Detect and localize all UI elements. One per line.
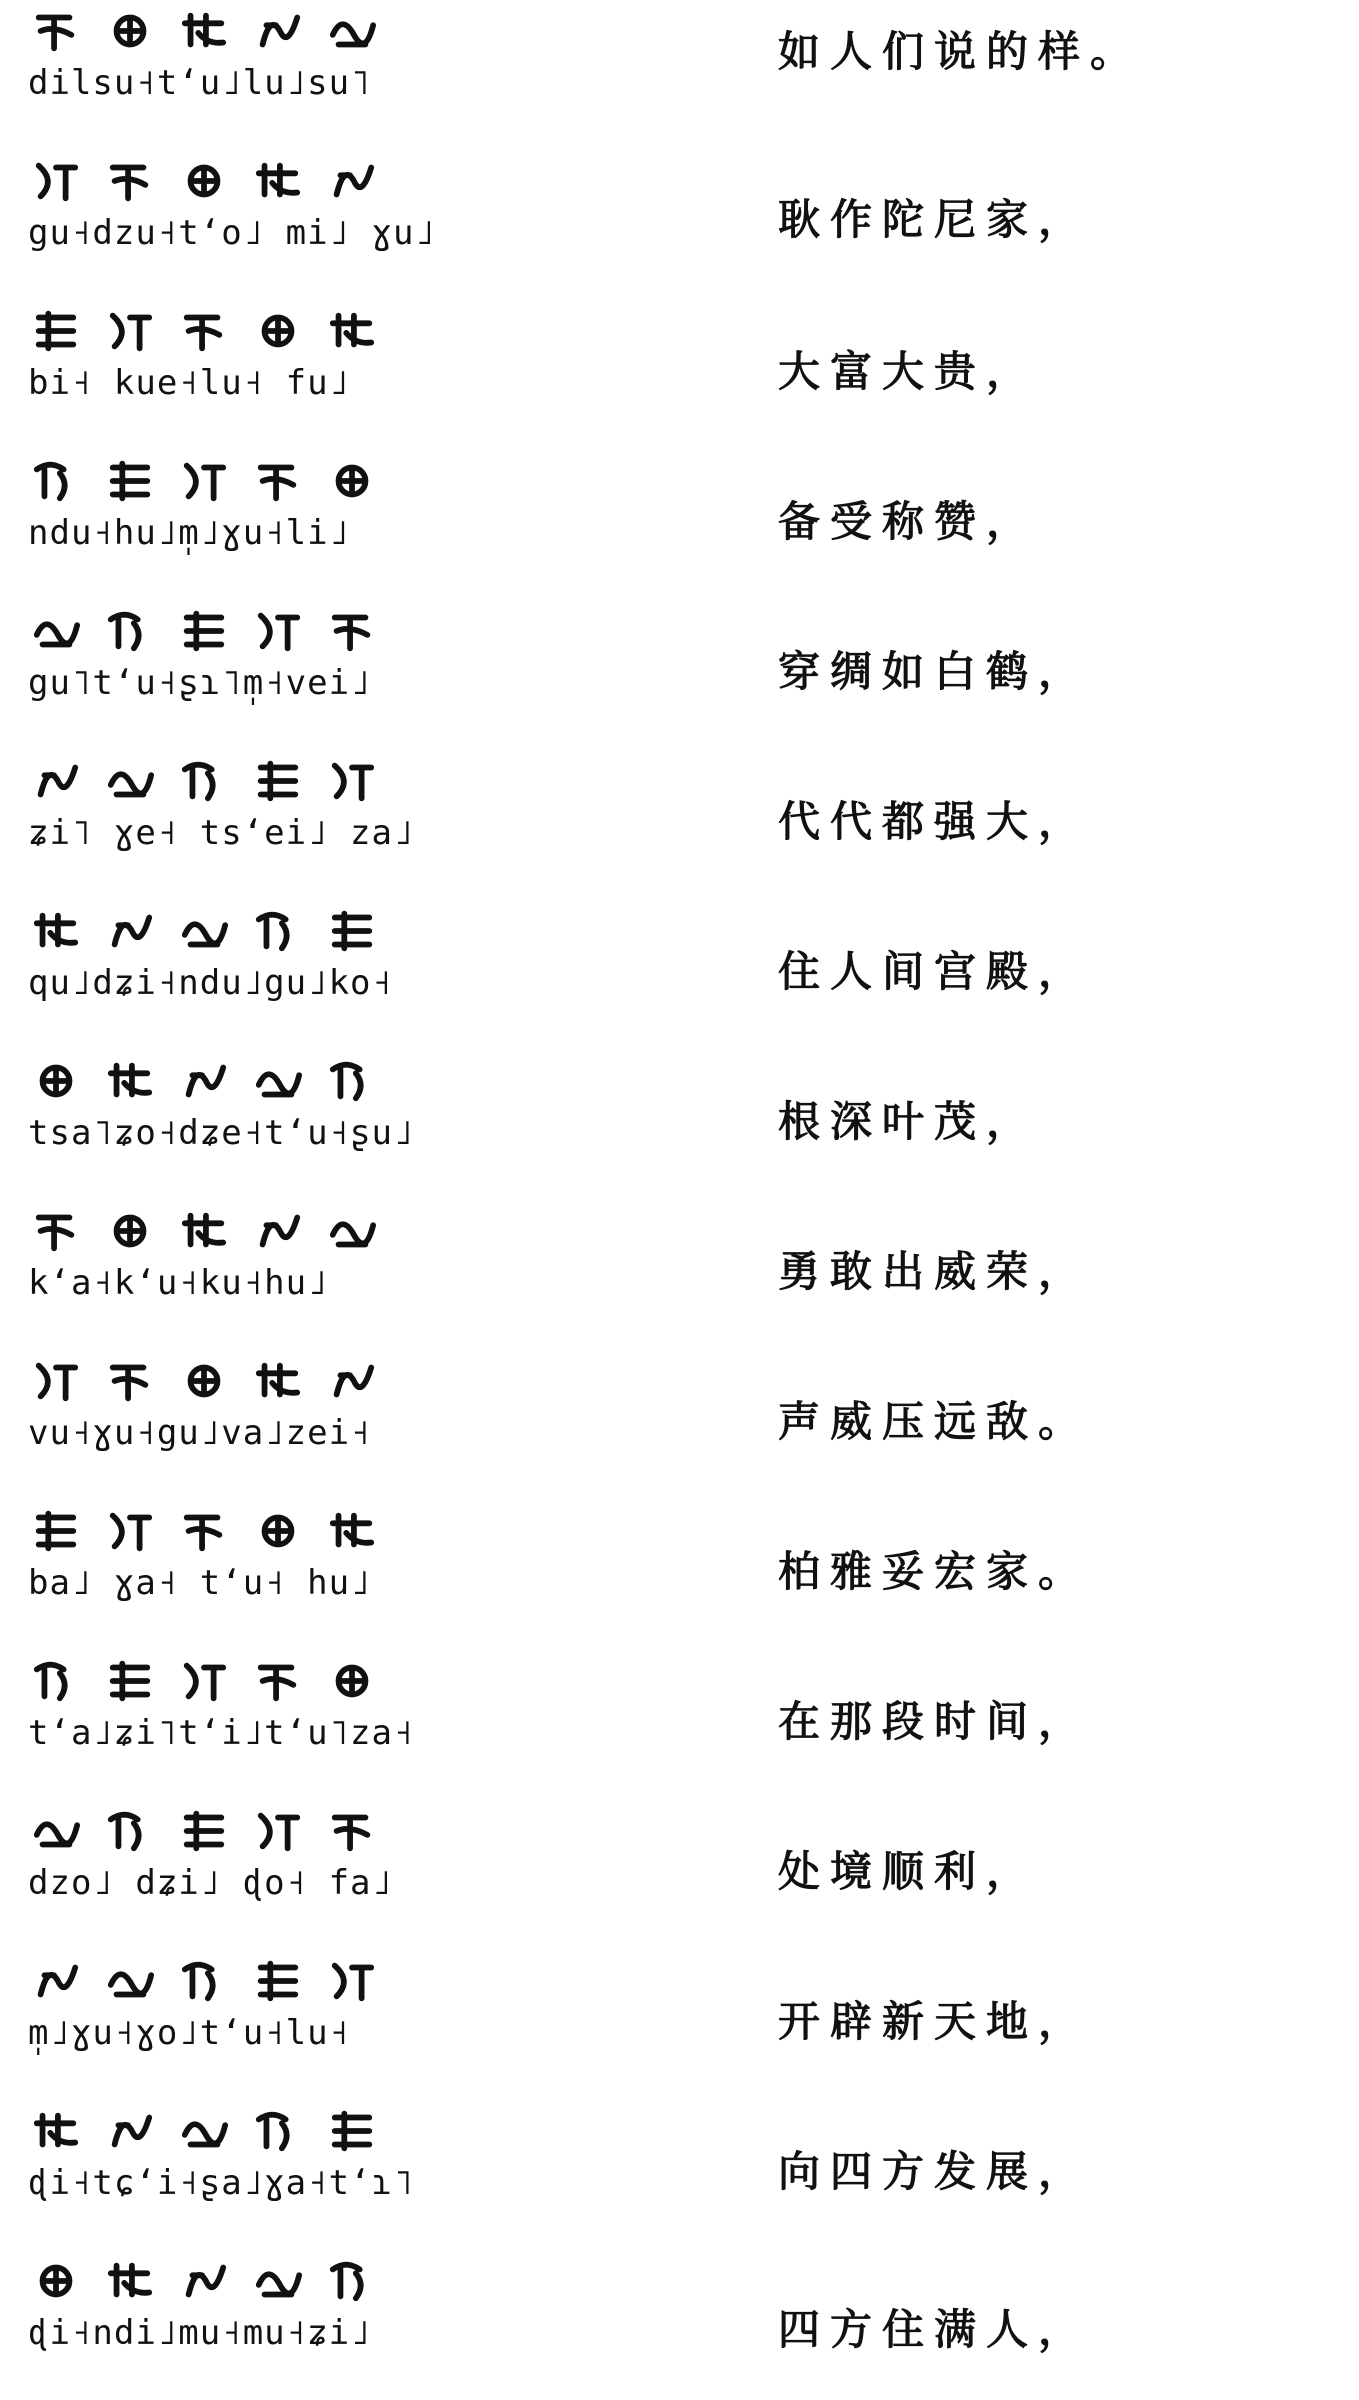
yi-glyph [28,1056,84,1106]
yi-glyph [102,6,158,56]
yi-script-block [28,750,448,890]
yi-glyph-line [28,1500,448,1562]
chinese-translation: 在那段时间， [778,1697,1091,1746]
phonetic-transcription: dilsu˧tʻu˩lu˩su˥ [28,63,372,103]
yi-glyph [176,2256,232,2306]
chinese-translation: 住人间宫殿， [778,947,1091,996]
yi-glyph [250,1656,306,1706]
yi-glyph [324,306,380,356]
yi-glyph [250,1206,306,1256]
phonetic-transcription: ɖi˧ndi˩mu˧mu˧ʑi˩ [28,2313,372,2353]
yi-glyph [102,306,158,356]
yi-glyph [28,1206,84,1256]
verse-row [0,0,1359,150]
yi-script-block [28,1650,448,1790]
yi-glyph [176,606,232,656]
yi-glyph [176,1056,232,1106]
yi-glyph-line [28,1200,448,1262]
yi-script-block [28,150,448,290]
yi-glyph-line [28,150,448,212]
yi-glyph [28,1806,84,1856]
yi-glyph [176,2106,232,2156]
verse-row [0,2100,1359,2250]
chinese-translation: 柏雅妥宏家。 [778,1547,1091,1596]
yi-glyph [250,906,306,956]
phonetic-transcription: qu˩dʑi˧ndu˩gu˩ko˧ [28,963,393,1003]
yi-glyph [324,2256,380,2306]
phonetic-transcription: m̩˩ɣu˧ɣo˩tʻu˧lu˧ [28,2013,351,2053]
yi-glyph [250,756,306,806]
yi-script-block [28,1050,448,1190]
verse-row [0,300,1359,450]
yi-glyph-line [28,1350,448,1412]
phonetic-transcription: dzo˩ dʑi˩ ɖo˧ fa˩ [28,1863,393,1903]
yi-script-block [28,2100,448,2240]
chinese-translation: 四方住满人， [778,2305,1091,2354]
yi-glyph [324,1656,380,1706]
yi-glyph [324,2106,380,2156]
yi-glyph [28,1656,84,1706]
yi-glyph-line [28,900,448,962]
yi-glyph [102,456,158,506]
phonetic-transcription: gu˧dzu˧tʻo˩ mi˩ ɣu˩ [28,213,436,253]
yi-glyph [102,2256,158,2306]
verse-row [0,1950,1359,2100]
yi-glyph [176,1956,232,2006]
verse-row [0,2250,1359,2400]
yi-glyph [324,756,380,806]
yi-script-block [28,1950,448,2090]
yi-script-block [28,1500,448,1640]
yi-glyph [28,1506,84,1556]
yi-glyph [176,1506,232,1556]
yi-glyph [28,1956,84,2006]
yi-glyph [176,306,232,356]
yi-glyph [28,906,84,956]
chinese-translation: 大富大贵， [778,347,1039,396]
yi-script-block [28,2250,448,2390]
yi-glyph [250,1956,306,2006]
yi-glyph [250,6,306,56]
yi-glyph [176,456,232,506]
yi-glyph [250,2106,306,2156]
phonetic-transcription: bi˧ kue˧lu˧ fu˩ [28,363,351,403]
yi-script-block [28,600,448,740]
yi-glyph [28,306,84,356]
yi-glyph [102,2106,158,2156]
yi-glyph [28,6,84,56]
verse-row [0,1350,1359,1500]
chinese-translation: 声威压远敌。 [778,1397,1091,1446]
phonetic-transcription: tʻa˩ʑi˥tʻi˩tʻu˥za˧ [28,1713,415,1753]
yi-glyph [324,606,380,656]
yi-glyph [176,756,232,806]
chinese-translation: 开辟新天地， [778,1997,1091,2046]
yi-glyph [250,2256,306,2306]
yi-glyph [324,1356,380,1406]
verse-row [0,1650,1359,1800]
yi-glyph [102,1056,158,1106]
yi-glyph [324,1206,380,1256]
yi-glyph [324,1056,380,1106]
yi-glyph [102,1356,158,1406]
yi-script-block [28,1200,448,1340]
phonetic-transcription: ʑi˥ ɣe˧ tsʻei˩ za˩ [28,813,415,853]
yi-glyph [250,1506,306,1556]
verse-row [0,1500,1359,1650]
phonetic-transcription: gu˥tʻu˧ʂɿ˥m̩˧vei˩ [28,663,372,703]
yi-glyph [176,1356,232,1406]
yi-glyph [176,1206,232,1256]
yi-glyph-line [28,300,448,362]
yi-glyph [250,1056,306,1106]
yi-glyph [102,1206,158,1256]
phonetic-transcription: ɖi˧tɕʻi˧ʂa˩ɣa˧tʻɿ˥ [28,2163,415,2203]
yi-glyph [176,906,232,956]
yi-glyph [28,456,84,506]
yi-glyph [324,1956,380,2006]
verse-row [0,150,1359,300]
yi-glyph [28,756,84,806]
yi-glyph [250,156,306,206]
yi-glyph [102,906,158,956]
phonetic-transcription: ndu˧hu˩m̩˩ɣu˧li˩ [28,513,351,553]
yi-glyph [28,2256,84,2306]
chinese-translation: 代代都强大， [778,797,1091,846]
chinese-translation: 备受称赞， [778,497,1039,546]
yi-glyph [176,156,232,206]
yi-glyph-line [28,1050,448,1112]
yi-glyph [324,1806,380,1856]
yi-glyph [250,456,306,506]
chinese-translation: 如人们说的样。 [778,27,1143,76]
yi-glyph [102,756,158,806]
yi-script-block [28,900,448,1040]
yi-glyph [324,156,380,206]
yi-script-block [28,1800,448,1940]
yi-glyph [102,1506,158,1556]
yi-glyph [250,1806,306,1856]
yi-glyph [28,606,84,656]
chinese-translation: 处境顺利， [778,1847,1039,1896]
chinese-translation: 耿作陀尼家， [778,195,1091,244]
yi-glyph [102,1956,158,2006]
yi-glyph [102,1656,158,1706]
chinese-translation: 勇敢出威荣， [778,1247,1091,1296]
yi-script-block [28,1350,448,1490]
yi-script-block [28,0,448,140]
yi-glyph-line [28,1950,448,2012]
yi-glyph [250,1356,306,1406]
yi-glyph-line [28,450,448,512]
yi-glyph-line [28,1650,448,1712]
yi-glyph [176,6,232,56]
yi-glyph [324,1506,380,1556]
yi-glyph [102,606,158,656]
yi-glyph-line [28,750,448,812]
yi-glyph [324,906,380,956]
yi-glyph [28,2106,84,2156]
yi-glyph [324,6,380,56]
yi-glyph [28,156,84,206]
yi-glyph-line [28,600,448,662]
yi-glyph [102,1806,158,1856]
yi-glyph [250,606,306,656]
phonetic-transcription: tsa˥ʑo˧dʑe˧tʻu˧ʂu˩ [28,1113,415,1153]
yi-glyph-line [28,2100,448,2162]
verse-row [0,900,1359,1050]
yi-glyph-line [28,1800,448,1862]
yi-glyph [176,1656,232,1706]
chinese-translation: 向四方发展， [778,2147,1091,2196]
yi-script-block [28,300,448,440]
yi-glyph [176,1806,232,1856]
verse-row [0,750,1359,900]
chinese-translation: 穿绸如白鹤， [778,647,1091,696]
verse-row [0,1200,1359,1350]
verse-row [0,600,1359,750]
verse-row [0,1050,1359,1200]
yi-glyph [102,156,158,206]
phonetic-transcription: vu˧ɣu˧gu˩va˩zei˧ [28,1413,372,1453]
yi-glyph [250,306,306,356]
yi-glyph [28,1356,84,1406]
phonetic-transcription: kʻa˧kʻu˧ku˧hu˩ [28,1263,329,1303]
yi-glyph-line [28,2250,448,2312]
verse-row [0,1800,1359,1950]
verse-row [0,450,1359,600]
yi-glyph-line [28,0,448,62]
yi-glyph [324,456,380,506]
yi-script-block [28,450,448,590]
phonetic-transcription: ba˩ ɣa˧ tʻu˧ hu˩ [28,1563,372,1603]
chinese-translation: 根深叶茂， [778,1097,1039,1146]
